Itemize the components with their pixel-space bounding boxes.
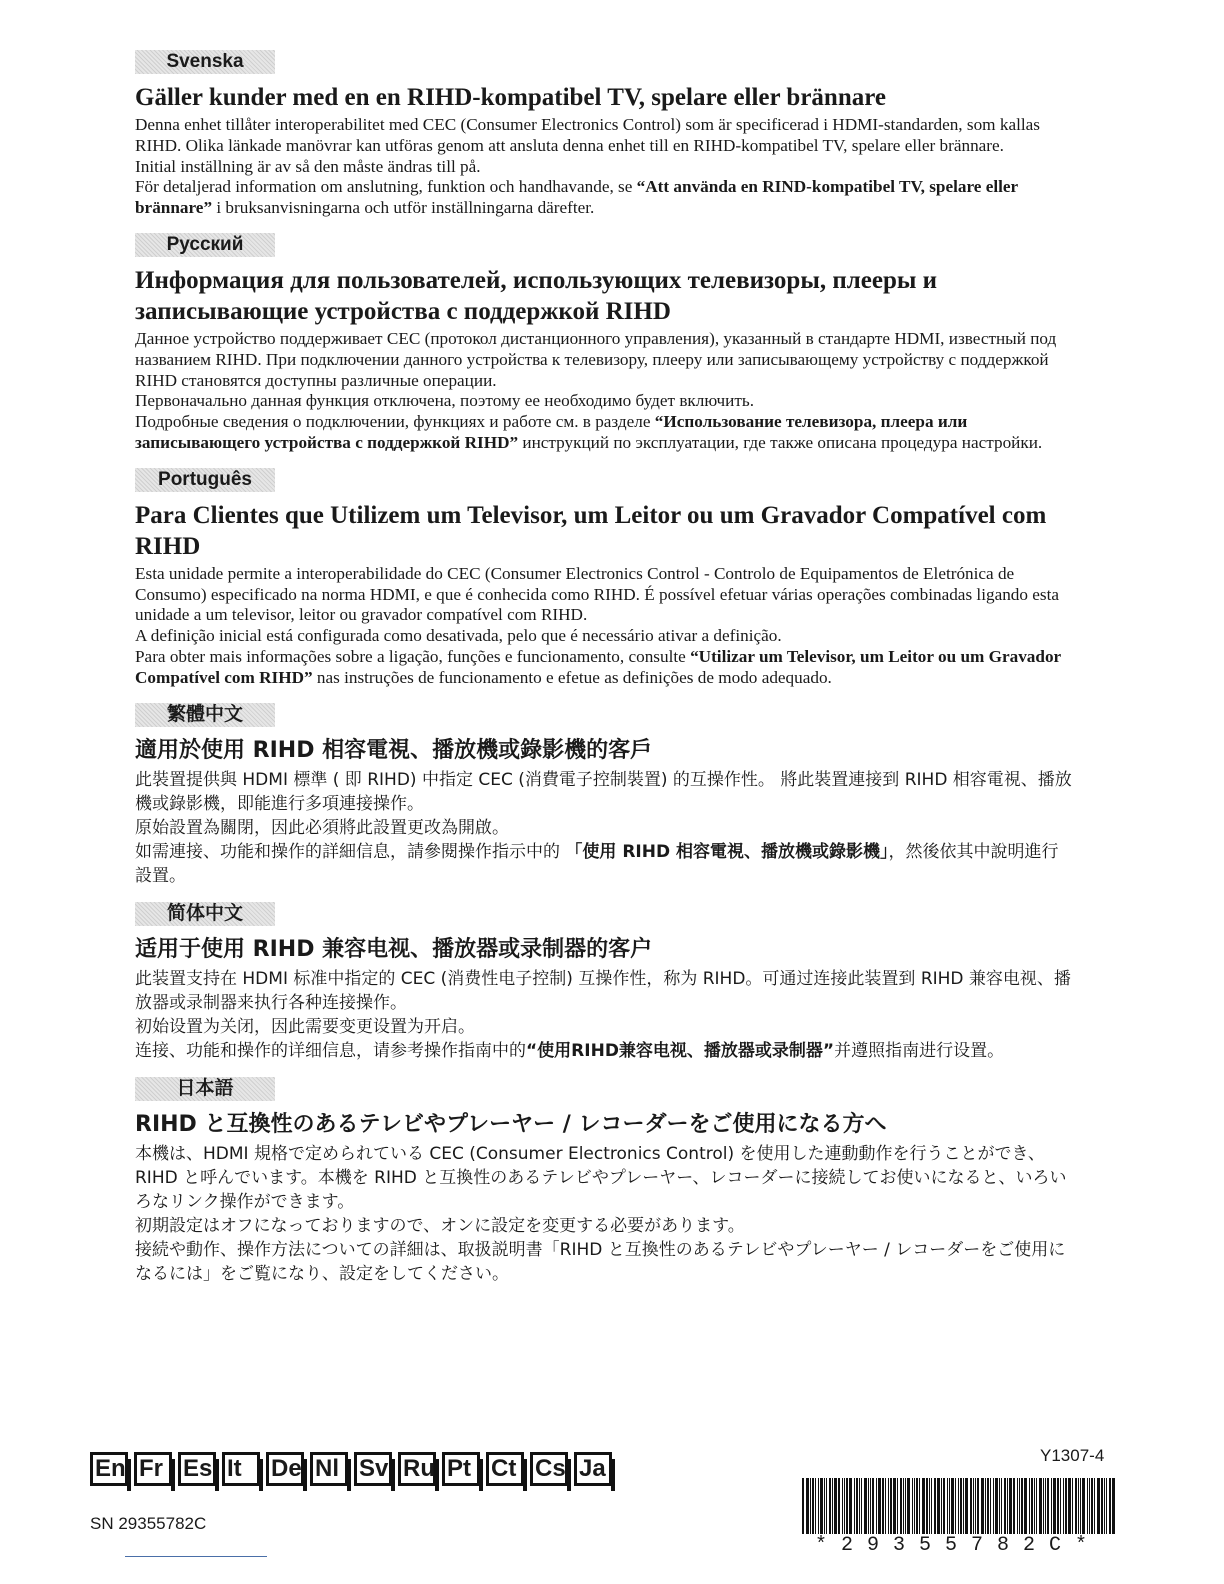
section-portuguese	[135, 468, 1075, 689]
barcode-bar	[1101, 1478, 1103, 1534]
paragraph-3-reference: 「使用 RIHD 相容電視、播放機或錄影機」	[565, 841, 889, 862]
barcode-bar	[854, 1478, 855, 1534]
barcode-bar	[838, 1478, 840, 1534]
barcode-bar	[1009, 1478, 1012, 1534]
barcode-bar	[826, 1478, 827, 1534]
paragraph-1: 此装置支持在 HDMI 标准中指定的 CEC (消费性电子控制) 互操作性，称为 RIHD。可通过连接此装置到 RIHD 兼容电视、播放器或录制器来执行各种连接操作。	[135, 968, 1071, 1013]
paragraph-3-post: инструкций по эксплуатации, где также описана процедура настройки.	[518, 432, 1043, 452]
paragraph-1: Данное устройство поддерживает CEC (протокол дистанционного управления), указанный в стандарте HDMI, известный под названием RIHD. При подключении данного устройства к телевизору, плееру или записывающему устройству с поддержкой RIHD становятся доступны различные операции.	[135, 328, 1057, 390]
barcode-bar	[1053, 1478, 1056, 1534]
barcode-bar	[1078, 1478, 1079, 1534]
barcode-bar	[1017, 1478, 1018, 1534]
barcode-bar	[861, 1478, 862, 1534]
barcode-bar	[947, 1478, 948, 1534]
section-simplified-chinese	[135, 902, 1075, 1063]
barcode	[800, 1478, 1116, 1534]
barcode-bar	[815, 1478, 816, 1534]
document-number: Y1307-4	[1040, 1446, 1105, 1465]
barcode-bar	[1021, 1478, 1023, 1534]
barcode-bar	[864, 1478, 867, 1534]
barcode-bar	[1072, 1478, 1073, 1534]
barcode-bar	[985, 1478, 986, 1534]
language-tab: 日本語	[135, 1077, 275, 1101]
language-code: Fr	[134, 1452, 172, 1486]
barcode-bar	[922, 1478, 925, 1534]
section-swedish	[135, 50, 1075, 219]
paragraph-1: Esta unidade permite a interoperabilidade do CEC (Consumer Electronics Control - Controlo de Equipamentos de Eletrónica de Consumo) especificado na norma HDMI, e que é conhecida como RIHD. É possível efetuar várias operações combinadas ligando esta unidade a um televisor, leitor ou gravador compatível com RIHD.	[135, 563, 1059, 625]
barcode-bar	[1104, 1478, 1105, 1534]
paragraph-3-post: i bruksanvisningarna och utför inställningarna därefter.	[212, 198, 595, 218]
paragraph-2: 初期設定はオフになっておりますので、オンに設定を変更する必要があります。	[135, 1215, 745, 1236]
paragraph-3	[135, 177, 1075, 219]
barcode-bar	[806, 1478, 809, 1534]
section-heading: Gäller kunder med en en RIHD-kompatibel TV, spelare eller brännare	[135, 84, 886, 111]
barcode-bar	[882, 1478, 884, 1534]
barcode-bar	[856, 1478, 858, 1534]
section-heading: Информация для пользователей, использующих телевизоры, плееры и записывающие устройства с поддержкой RIHD	[135, 266, 938, 325]
barcode-bar	[878, 1478, 881, 1534]
barcode-bar	[1007, 1478, 1008, 1534]
paragraph-2: A definição inicial está configurada como desativada, pelo que é necessário ativar a definição.	[135, 626, 782, 646]
barcode-bar	[1112, 1478, 1115, 1534]
section-heading: 適用於使用 RIHD 相容電視、播放機或錄影機的客戶	[135, 737, 653, 763]
barcode-bar	[812, 1478, 814, 1534]
barcode-bar	[1004, 1478, 1006, 1534]
barcode-bar	[1080, 1478, 1081, 1534]
barcode-bar	[929, 1478, 930, 1534]
language-code: De	[266, 1452, 304, 1486]
barcode-bar	[926, 1478, 928, 1534]
language-code: Nl	[310, 1452, 348, 1486]
paragraph-2: Initial inställning är av så den måste ändras till på.	[135, 156, 481, 176]
barcode-bar	[1043, 1478, 1044, 1534]
paragraph-3-pre: För detaljerad information om anslutning, funktion och handhavande, se	[135, 177, 637, 197]
barcode-bar	[1036, 1478, 1037, 1534]
barcode-bar	[1034, 1478, 1035, 1534]
barcode-bar	[890, 1478, 892, 1534]
barcode-bar	[1109, 1478, 1111, 1534]
footer-rule	[125, 1556, 267, 1557]
barcode-bar	[990, 1478, 991, 1534]
barcode-bar	[951, 1478, 954, 1534]
barcode-bar	[1091, 1478, 1093, 1534]
document-body	[135, 50, 1075, 1300]
barcode-bar	[802, 1478, 804, 1534]
barcode-bar	[912, 1478, 913, 1534]
barcode-bar	[919, 1478, 920, 1534]
barcode-bar	[955, 1478, 956, 1534]
barcode-bar	[973, 1478, 974, 1534]
barcode-bar	[876, 1478, 877, 1534]
barcode-bar	[820, 1478, 823, 1534]
barcode-bar	[868, 1478, 869, 1534]
barcode-bar	[903, 1478, 904, 1534]
paragraph-3-pre: Para obter mais informações sobre a ligação, funções e funcionamento, consulte	[135, 646, 691, 666]
barcode-bar	[842, 1478, 843, 1534]
section-heading: 适用于使用 RIHD 兼容电视、播放器或录制器的客户	[135, 936, 653, 962]
barcode-bar	[900, 1478, 902, 1534]
paragraph-3-pre: Подробные сведения о подключении, функциях и работе см. в разделе	[135, 412, 655, 432]
barcode-bar	[1031, 1478, 1033, 1534]
paragraph-3-pre: 连接、功能和操作的详细信息，请参考操作指南中的	[135, 1040, 526, 1061]
language-code: Pt	[442, 1452, 480, 1486]
barcode-bar	[937, 1478, 940, 1534]
barcode-bar	[987, 1478, 989, 1534]
paragraph-3	[135, 412, 1075, 454]
barcode-bar	[958, 1478, 959, 1534]
barcode-bar	[1087, 1478, 1088, 1534]
barcode-bar	[970, 1478, 972, 1534]
barcode-bar	[977, 1478, 979, 1534]
barcode-bar	[834, 1478, 837, 1534]
paragraph-3	[135, 840, 1075, 888]
barcode-bar	[975, 1478, 976, 1534]
barcode-bar	[846, 1478, 848, 1534]
barcode-bar	[907, 1478, 910, 1534]
language-tab: Русский	[135, 233, 275, 257]
barcode-bar	[888, 1478, 889, 1534]
barcode-bar	[916, 1478, 918, 1534]
barcode-bar	[872, 1478, 874, 1534]
barcode-bar	[1106, 1478, 1107, 1534]
section-russian	[135, 233, 1075, 454]
barcode-bar	[993, 1478, 994, 1534]
language-code: Ja	[574, 1452, 612, 1486]
paragraph-3-post: 并遵照指南进行设置。	[834, 1040, 1005, 1061]
paragraph-2: 初始设置为关闭，因此需要变更设置为开启。	[135, 1016, 475, 1037]
paragraph-1: Denna enhet tillåter interoperabilitet med CEC (Consumer Electronics Control) som är specificerad i HDMI-standarden, som kallas RIHD. Olika länkade manövrar kan utföras genom att ansluta denna enhet till en RIHD-kompatibel TV, spelare eller brännare.	[135, 115, 1040, 155]
barcode-bar	[824, 1478, 825, 1534]
barcode-bar	[885, 1478, 886, 1534]
barcode-bar	[949, 1478, 950, 1534]
language-code: En	[90, 1452, 128, 1486]
paragraph-2: Первоначально данная функция отключена, поэтому ее необходимо будет включить.	[135, 391, 755, 411]
barcode-bar	[965, 1478, 968, 1534]
paragraph-1: 本機は、HDMI 規格で定められている CEC (Consumer Electronics Control) を使用した連動動作を行うことができ、RIHD と呼んでいます。本機を RIHD と互換性のあるテレビやプレーヤー、レコーダーに接続してお使いになると、いろいろなリンク操作ができます。	[135, 1143, 1067, 1212]
section-traditional-chinese	[135, 703, 1075, 888]
barcode-bar	[1039, 1478, 1042, 1534]
barcode-bar	[893, 1478, 896, 1534]
barcode-bar	[870, 1478, 871, 1534]
section-japanese	[135, 1077, 1075, 1286]
barcode-text: *29355782C*	[814, 1534, 1102, 1557]
barcode-bar	[905, 1478, 906, 1534]
barcode-bar	[1029, 1478, 1030, 1534]
barcode-bar	[1047, 1478, 1049, 1534]
paragraph-1: 此裝置提供與 HDMI 標準 ( 即 RIHD) 中指定 CEC (消費電子控制裝置) 的互操作性。 將此裝置連接到 RIHD 相容電視、播放機或錄影機，即能進行多項連接操作。	[135, 769, 1072, 814]
paragraph-3-post: nas instruções de funcionamento e efetue as definições de modo adequado.	[312, 667, 832, 687]
barcode-bar	[849, 1478, 852, 1534]
barcode-bar	[1045, 1478, 1046, 1534]
paragraph-3-reference: “Использование телевизора, плеера или записывающего устройства с поддержкой RIHD”	[135, 412, 968, 452]
barcode-bar	[897, 1478, 898, 1534]
language-code: Sv	[354, 1452, 392, 1486]
paragraph-3-reference: “Att använda en RIND-kompatibel TV, spelare eller brännare”	[135, 177, 1018, 218]
paragraph-3	[135, 647, 1075, 689]
language-code: It	[222, 1452, 260, 1486]
language-code: Ru	[398, 1452, 436, 1486]
barcode-bar	[1082, 1478, 1085, 1534]
barcode-bar	[1060, 1478, 1061, 1534]
barcode-bar	[859, 1478, 860, 1534]
section-heading: RIHD と互換性のあるテレビやプレーヤー / レコーダーをご使用になる方へ	[135, 1111, 887, 1137]
barcode-bar	[1068, 1478, 1071, 1534]
barcode-bar	[829, 1478, 831, 1534]
language-tab: Svenska	[135, 50, 275, 74]
barcode-bar	[963, 1478, 964, 1534]
barcode-bar	[1094, 1478, 1095, 1534]
paragraph-3	[135, 1238, 1075, 1286]
barcode-bar	[999, 1478, 1000, 1534]
barcode-bar	[995, 1478, 998, 1534]
paragraph-3-reference: “Utilizar um Televisor, um Leitor ou um Gravador Compatível com RIHD”	[135, 646, 1061, 687]
barcode-bar	[1024, 1478, 1027, 1534]
serial-number: SN 29355782C	[90, 1514, 207, 1533]
barcode-bar	[914, 1478, 915, 1534]
language-code: Ct	[486, 1452, 524, 1486]
barcode-bar	[810, 1478, 811, 1534]
barcode-bar	[1051, 1478, 1052, 1534]
language-tab: Português	[135, 468, 275, 492]
barcode-bar	[1075, 1478, 1077, 1534]
paragraph-3-pre: 如需連接、功能和操作的詳細信息，請參閱操作指示中的	[135, 841, 566, 862]
language-code: Es	[178, 1452, 216, 1486]
language-code: Cs	[530, 1452, 568, 1486]
barcode-bar	[981, 1478, 984, 1534]
barcode-bar	[1001, 1478, 1002, 1534]
barcode-bar	[1089, 1478, 1090, 1534]
language-code-list	[90, 1452, 612, 1486]
barcode-bar	[931, 1478, 932, 1534]
barcode-bar	[832, 1478, 833, 1534]
paragraph-3-post: ，然後依其中說明進行設置。	[135, 841, 1059, 886]
language-tab: 繁體中文	[135, 703, 275, 727]
barcode-bar	[943, 1478, 945, 1534]
paragraph-3-pre: 接続や動作、操作方法についての詳細は、取扱説明書「RIHD と互換性のあるテレビやプレーヤー / レコーダーをご使用になるには」をご覧になり、設定をしてください。	[135, 1239, 1066, 1284]
barcode-bar	[960, 1478, 962, 1534]
barcode-bar	[1097, 1478, 1100, 1534]
barcode-bar	[844, 1478, 845, 1534]
barcode-bar	[1065, 1478, 1067, 1534]
section-heading: Para Clientes que Utilizem um Televisor, um Leitor ou um Gravador Compatível com RIHD	[135, 501, 1047, 560]
barcode-bar	[941, 1478, 942, 1534]
paragraph-3-reference: “使用RIHD兼容电视、播放器或录制器”	[526, 1040, 835, 1061]
barcode-bar	[1013, 1478, 1015, 1534]
paragraph-2: 原始設置為關閉，因此必須將此設置更改為開啟。	[135, 817, 509, 838]
barcode-bar	[1063, 1478, 1064, 1534]
barcode-bar	[1057, 1478, 1059, 1534]
barcode-bar	[934, 1478, 936, 1534]
language-tab: 简体中文	[135, 902, 275, 926]
paragraph-3	[135, 1039, 1075, 1063]
barcode-bar	[818, 1478, 819, 1534]
barcode-bar	[1019, 1478, 1020, 1534]
